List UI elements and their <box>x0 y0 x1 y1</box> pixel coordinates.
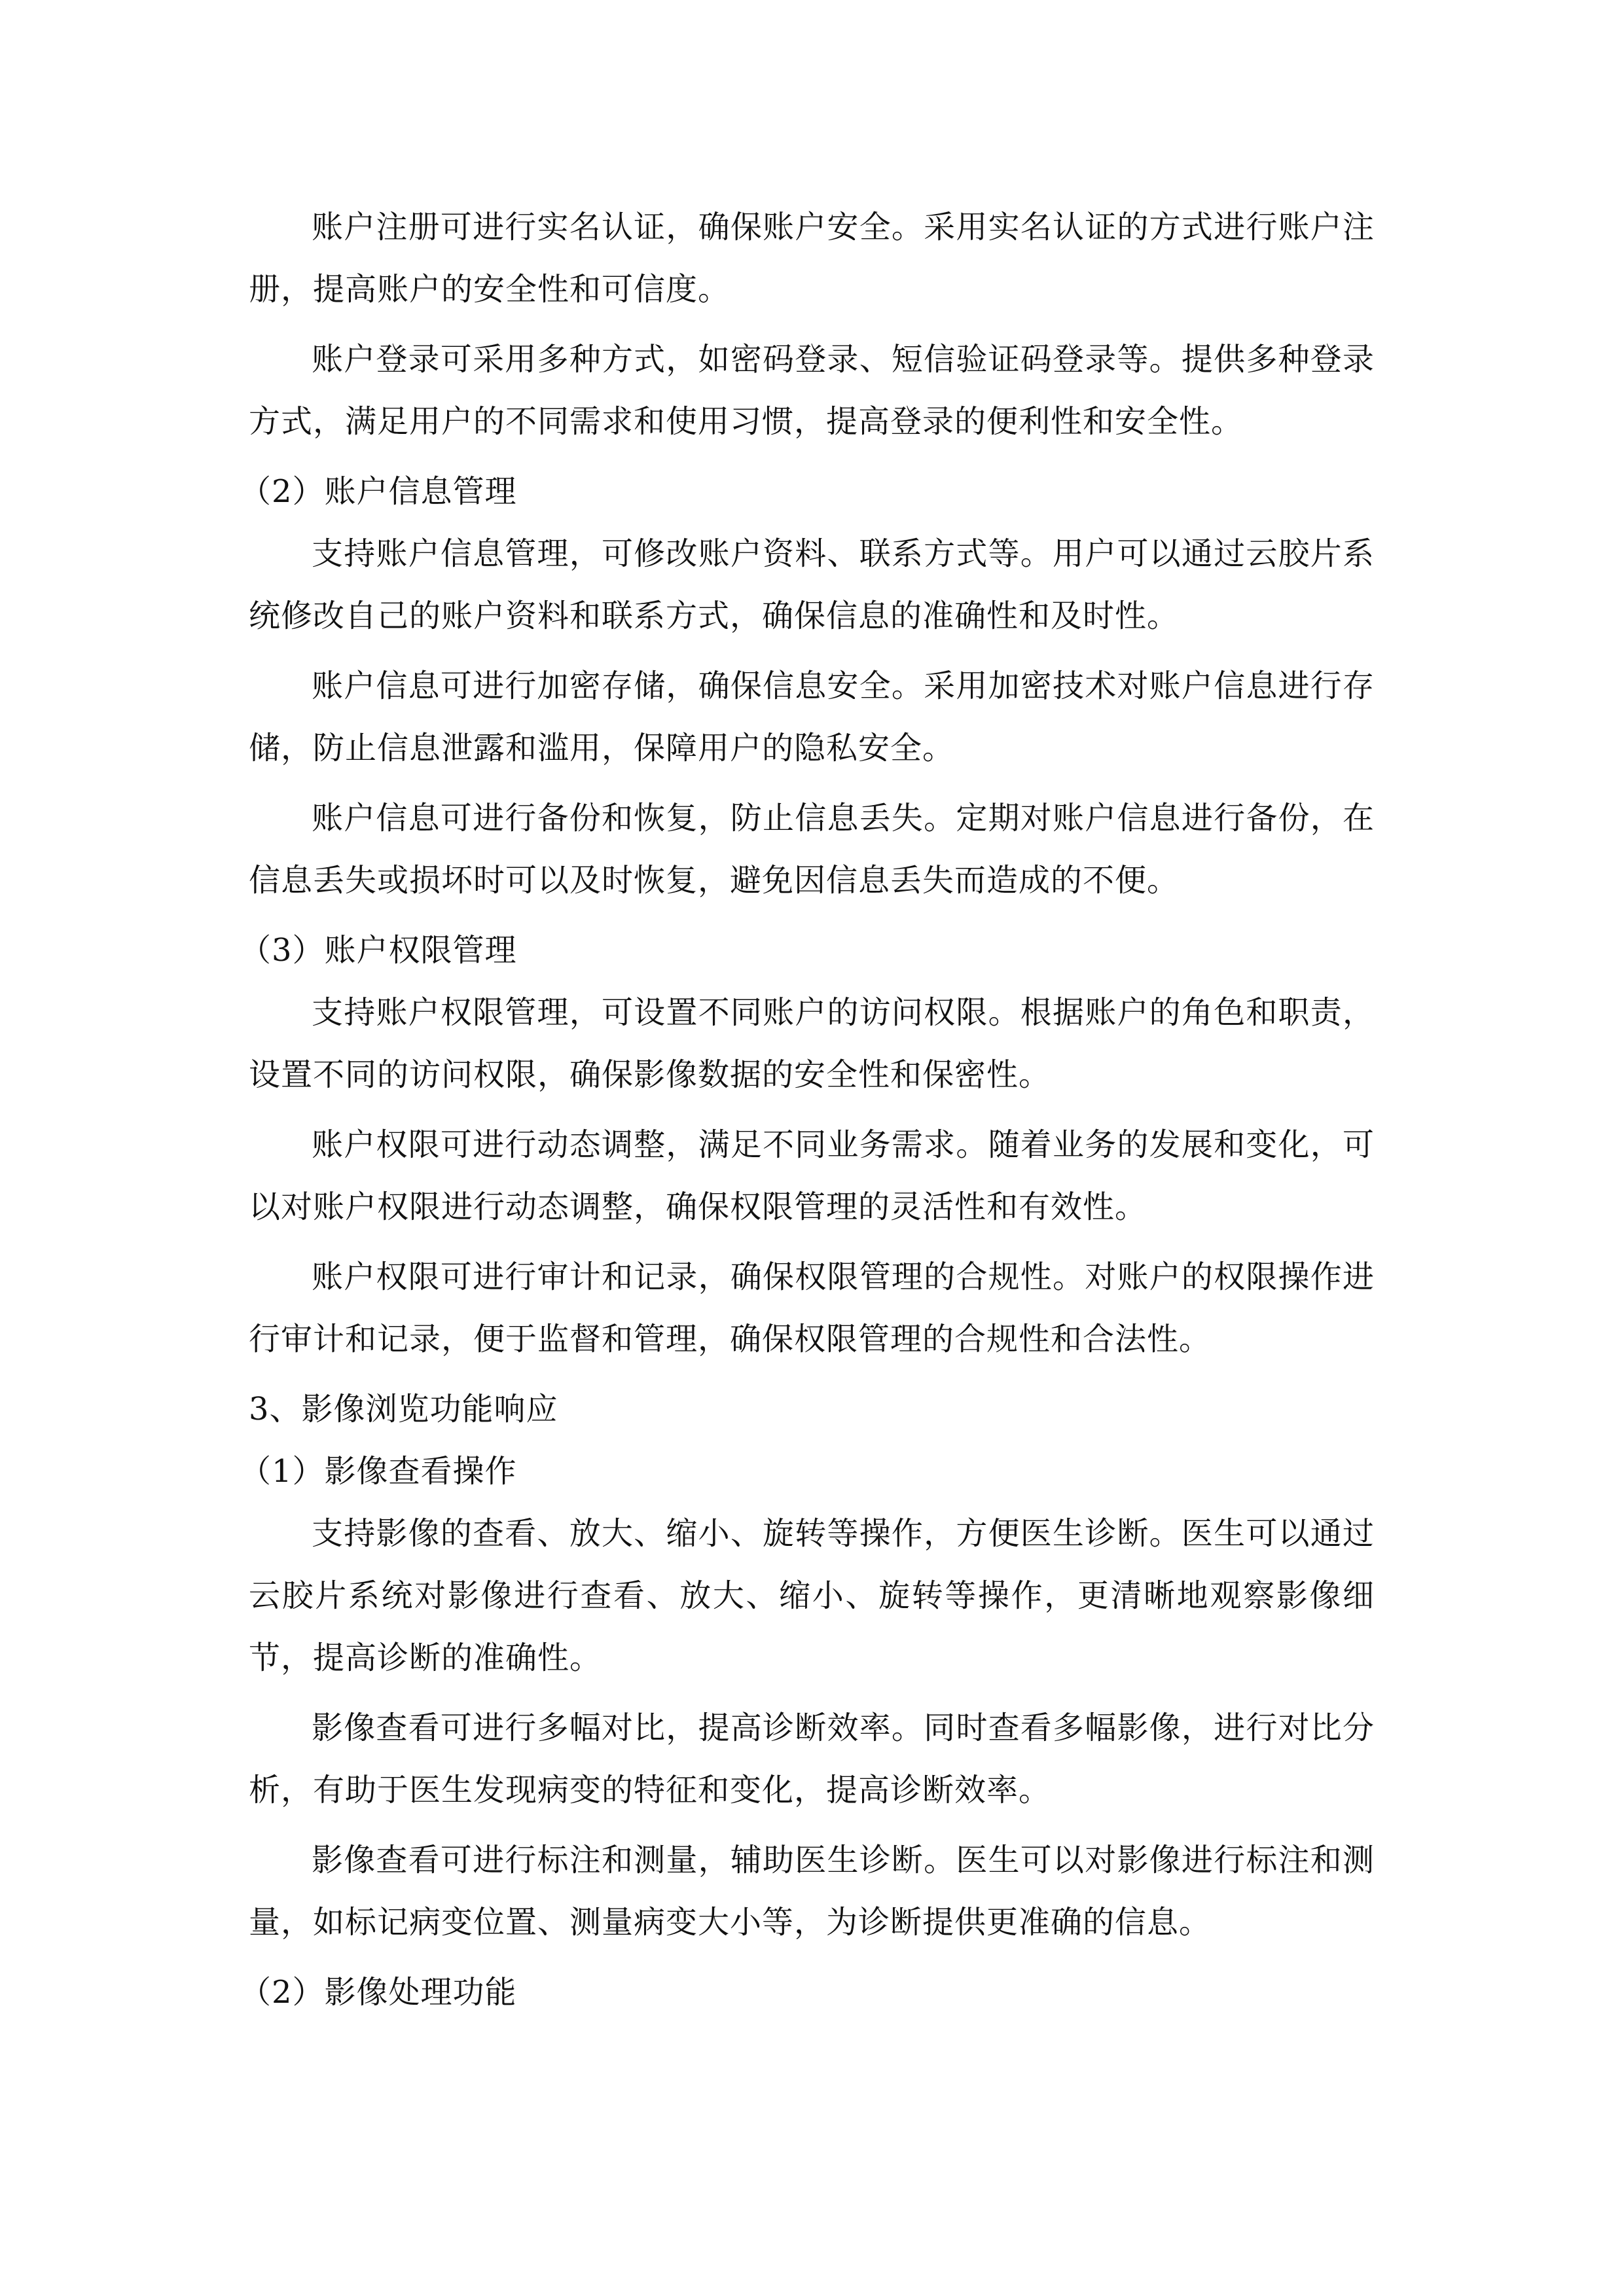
heading-account-permission-management: （3）账户权限管理 <box>240 932 517 969</box>
para-permission-audit: 账户权限可进行审计和记录，确保权限管理的合规性。对账户的权限操作进行审计和记录，便于监督和管理，确保权限管理的合规性和合法性。 <box>249 1259 1375 1357</box>
document-body <box>240 196 1375 2024</box>
para-info-encryption: 账户信息可进行加密存储，确保信息安全。采用加密技术对账户信息进行存储，防止信息泄露和滥用，保障用户的隐私安全。 <box>249 668 1375 766</box>
para-permission-support: 支持账户权限管理，可设置不同账户的访问权限。根据账户的角色和职责，设置不同的访问权限，确保影像数据的安全性和保密性。 <box>249 994 1375 1093</box>
heading-image-processing: （2）影像处理功能 <box>240 1974 517 2011</box>
heading-image-viewing: （1）影像查看操作 <box>240 1453 517 1490</box>
para-info-backup: 账户信息可进行备份和恢复，防止信息丢失。定期对账户信息进行备份，在信息丢失或损坏时可以及时恢复，避免因信息丢失而造成的不便。 <box>249 800 1375 899</box>
para-info-management-support: 支持账户信息管理，可修改账户资料、联系方式等。用户可以通过云胶片系统修改自己的账户资料和联系方式，确保信息的准确性和及时性。 <box>249 535 1375 634</box>
para-account-login: 账户登录可采用多种方式，如密码登录、短信验证码登录等。提供多种登录方式，满足用户的不同需求和使用习惯，提高登录的便利性和安全性。 <box>249 341 1375 440</box>
heading-account-info-management: （2）账户信息管理 <box>240 473 517 510</box>
para-account-registration: 账户注册可进行实名认证，确保账户安全。采用实名认证的方式进行账户注册，提高账户的安全性和可信度。 <box>249 209 1375 308</box>
para-permission-dynamic: 账户权限可进行动态调整，满足不同业务需求。随着业务的发展和变化，可以对账户权限进行动态调整，确保权限管理的灵活性和有效性。 <box>249 1126 1375 1225</box>
para-image-compare: 影像查看可进行多幅对比，提高诊断效率。同时查看多幅影像，进行对比分析，有助于医生发现病变的特征和变化，提高诊断效率。 <box>249 1710 1375 1808</box>
para-image-annotation: 影像查看可进行标注和测量，辅助医生诊断。医生可以对影像进行标注和测量，如标记病变位置、测量病变大小等，为诊断提供更准确的信息。 <box>249 1842 1375 1941</box>
para-image-view-support: 支持影像的查看、放大、缩小、旋转等操作，方便医生诊断。医生可以通过云胶片系统对影像进行查看、放大、缩小、旋转等操作，更清晰地观察影像细节，提高诊断的准确性。 <box>249 1515 1375 1676</box>
heading-image-browsing: 3、影像浏览功能响应 <box>249 1391 558 1427</box>
